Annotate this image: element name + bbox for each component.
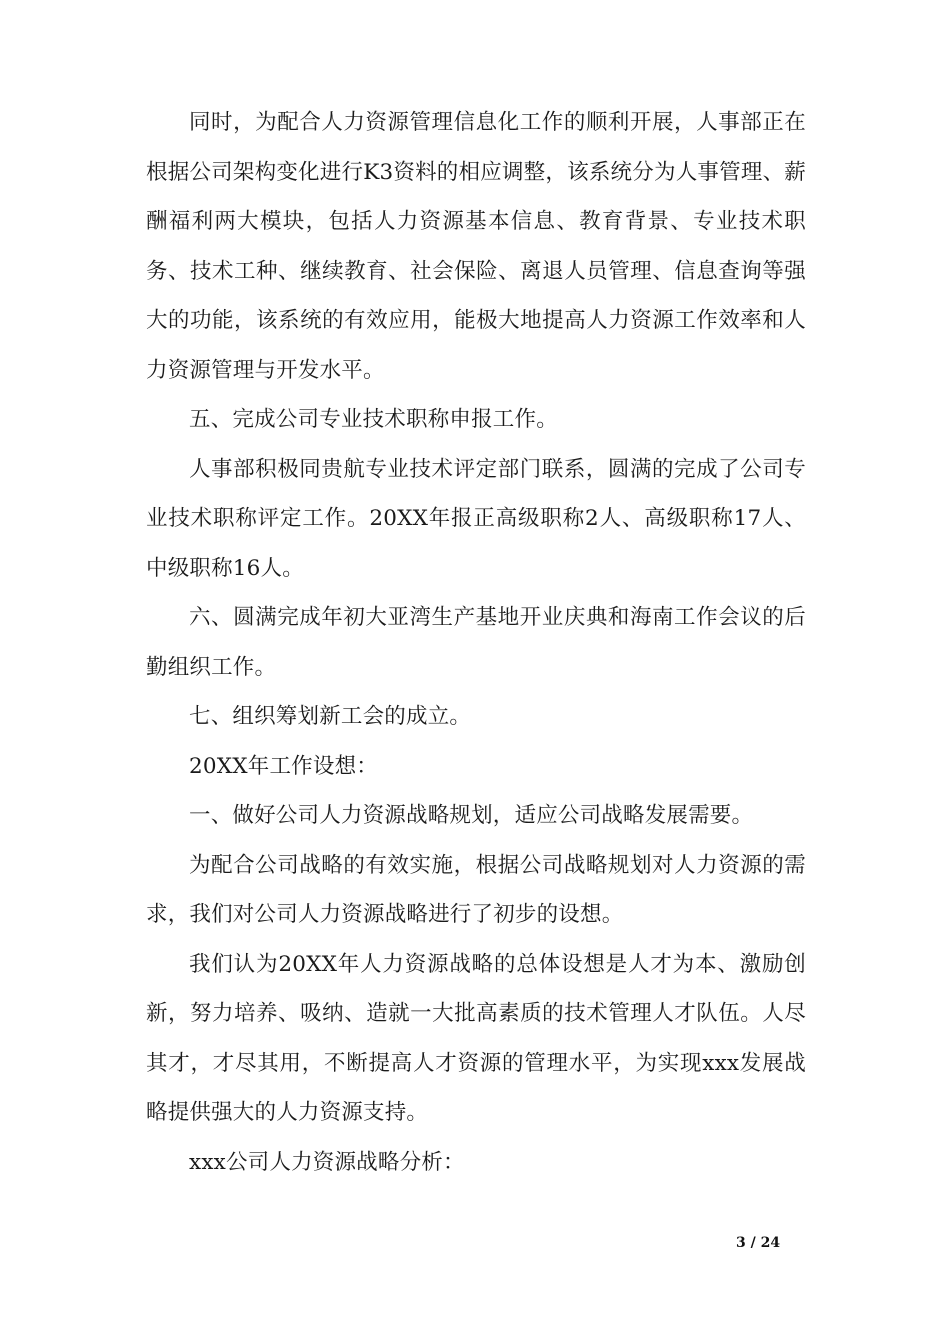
paragraph-k3-system: 同时，为配合人力资源管理信息化工作的顺利开展，人事部正在根据公司架构变化进行K3资料的相应调整，该系统分为人事管理、薪酬福利两大模块，包括人力资源基本信息、教育背景、专业技术职务、技术工种、继续教育、社会保险、离退人员管理、信息查询等强大的功能，该系统的有效应用，能极大地提高人力资源工作效率和人力资源管理与开发水平。 — [146, 110, 806, 383]
document-body — [146, 98, 806, 1187]
plan-item-one: 一、做好公司人力资源战略规划，适应公司战略发展需要。 — [189, 803, 754, 828]
section-heading-seven: 七、组织筹划新工会的成立。 — [189, 704, 472, 729]
page-number: 3 / 24 — [736, 1235, 781, 1251]
paragraph-strategy-needs: 为配合公司战略的有效实施，根据公司战略规划对人力资源的需求，我们对公司人力资源战略进行了初步的设想。 — [146, 852, 806, 927]
paragraph-strategy-vision: 我们认为20XX年人力资源战略的总体设想是人才为本、激励创新，努力培养、吸纳、造就一大批高素质的技术管理人才队伍。人尽其才，才尽其用，不断提高人才资源的管理水平，为实现xxx发展战略提供强大的人力资源支持。 — [146, 951, 806, 1125]
work-plan-heading: 20XX年工作设想： — [189, 753, 378, 779]
paragraph-professional-titles: 人事部积极同贵航专业技术评定部门联系，圆满的完成了公司专业技术职称评定工作。20XX年报正高级职称2人、高级职称17人、中级职称16人。 — [146, 456, 806, 581]
section-heading-five: 五、完成公司专业技术职称申报工作。 — [189, 407, 558, 432]
section-heading-six: 六、圆满完成年初大亚湾生产基地开业庆典和海南工作会议的后勤组织工作。 — [146, 605, 806, 680]
strategy-analysis-heading: xxx公司人力资源战略分析： — [189, 1149, 465, 1175]
